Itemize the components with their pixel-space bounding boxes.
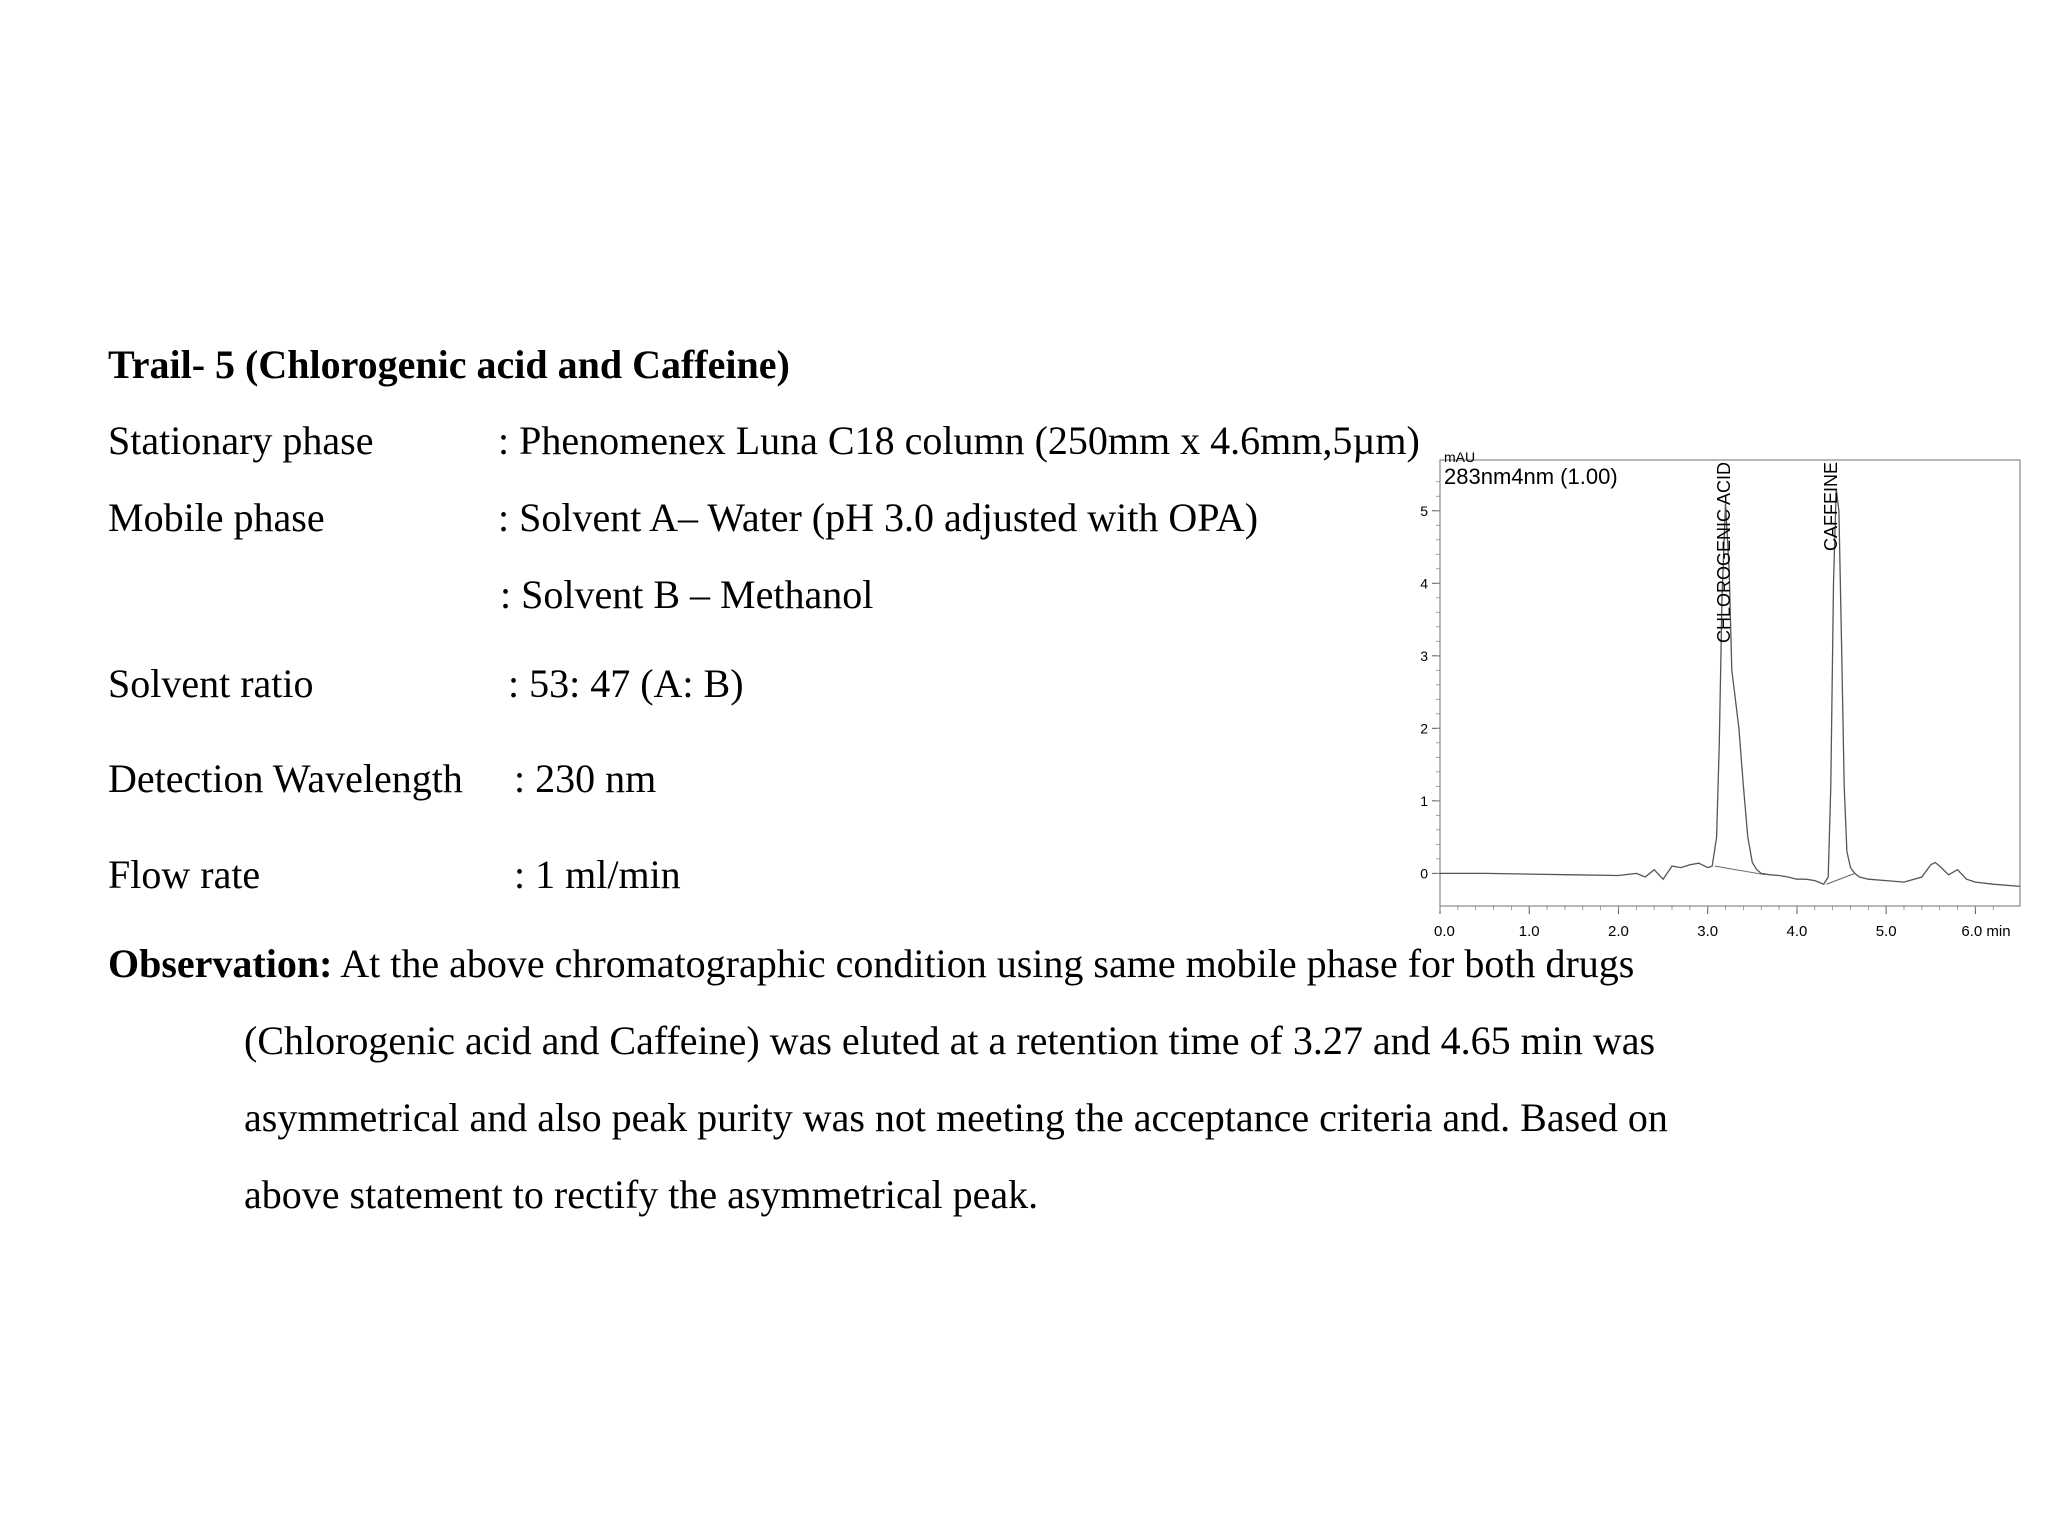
integration-baseline bbox=[1826, 873, 1855, 884]
x-tick-label: 1.0 bbox=[1518, 923, 1540, 940]
chromatogram-chart bbox=[1400, 440, 2040, 940]
x-tick-label: 5.0 bbox=[1875, 923, 1897, 940]
param-label-solvent-ratio: Solvent ratio bbox=[108, 661, 314, 706]
param-label-mobile-phase: Mobile phase bbox=[108, 495, 325, 540]
observation-line-2: (Chlorogenic acid and Caffeine) was eluted at a retention time of 3.27 and 4.65 min was bbox=[244, 1018, 1656, 1063]
observation-label: Observation: bbox=[108, 941, 333, 986]
y-tick-label: 4 bbox=[1420, 575, 1428, 592]
peak-label: CAFFEINE bbox=[1820, 462, 1841, 552]
observation-line-1 bbox=[108, 940, 1634, 987]
param-value-stationary-phase: : Phenomenex Luna C18 column (250mm x 4.6mm,5µm) bbox=[498, 418, 1420, 463]
param-value-flow-rate: : 1 ml/min bbox=[514, 852, 681, 897]
x-tick-label: 3.0 bbox=[1697, 923, 1719, 940]
y-tick-label: 5 bbox=[1420, 502, 1428, 519]
x-tick-label: 2.0 bbox=[1608, 923, 1629, 940]
y-tick-label: 2 bbox=[1420, 720, 1428, 737]
x-tick-label: 6.0 min bbox=[1961, 923, 2011, 940]
page-title: Trail- 5 (Chlorogenic acid and Caffeine) bbox=[108, 342, 790, 387]
param-label-flow-rate: Flow rate bbox=[108, 852, 261, 897]
y-tick-label: 1 bbox=[1420, 792, 1428, 809]
y-tick-label: 3 bbox=[1420, 647, 1428, 664]
observation-text-1: At the above chromatographic condition using same mobile phase for both drugs bbox=[340, 941, 1635, 986]
x-tick-label: 4.0 bbox=[1786, 923, 1808, 940]
param-label-detection-wavelength: Detection Wavelength bbox=[108, 756, 463, 801]
param-label-stationary-phase: Stationary phase bbox=[108, 418, 374, 463]
observation-line-4: above statement to rectify the asymmetrical peak. bbox=[244, 1172, 1039, 1217]
x-tick-label: 0.0 bbox=[1434, 923, 1455, 940]
param-value-solvent-a: : Solvent A– Water (pH 3.0 adjusted with OPA) bbox=[498, 495, 1259, 540]
param-value-solvent-b: : Solvent B – Methanol bbox=[500, 572, 874, 617]
param-value-detection-wavelength: : 230 nm bbox=[514, 756, 657, 801]
chart-title: 283nm4nm (1.00) bbox=[1444, 464, 1618, 489]
peak-label: CHLOROGENIC ACID bbox=[1713, 462, 1734, 644]
y-tick-label: 0 bbox=[1420, 865, 1428, 882]
param-value-solvent-ratio: : 53: 47 (A: B) bbox=[508, 661, 744, 706]
y-axis-label: mAU bbox=[1444, 449, 1476, 465]
observation-line-3: asymmetrical and also peak purity was not meeting the acceptance criteria and. Based on bbox=[244, 1095, 1668, 1140]
